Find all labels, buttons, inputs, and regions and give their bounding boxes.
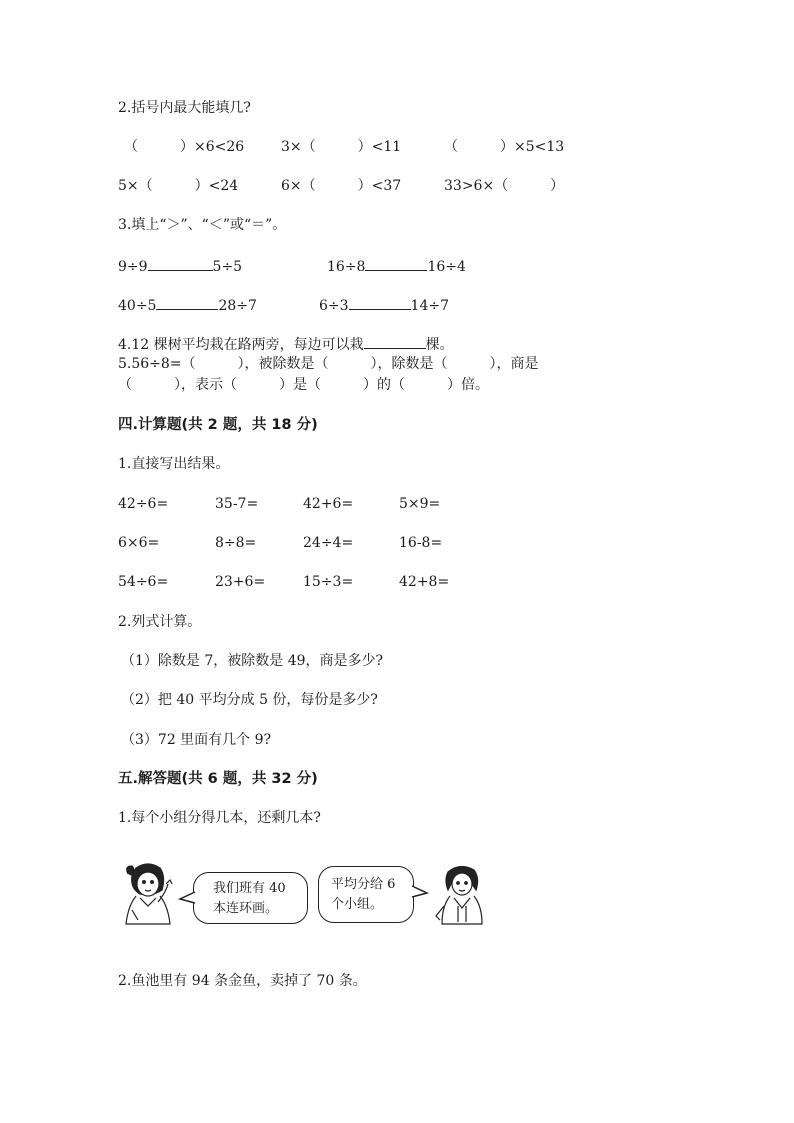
bubble-tail-left: [178, 890, 198, 906]
section-5-heading: 五.解答题(共 6 题，共 32 分): [118, 771, 318, 787]
question-5-2-title: 2.鱼池里有 94 条金鱼，卖掉了 70 条。: [118, 973, 367, 989]
question-3-5-line-2: （ ），表示（ ）是（ ）的（ ）倍。: [118, 377, 489, 393]
fill-item: （ ）×6<26: [124, 139, 245, 155]
answer-blank[interactable]: [365, 256, 427, 271]
bubble-text-line: 本连环画。: [213, 901, 279, 916]
speech-bubble-right: [318, 866, 414, 923]
calc-item: 42÷6=: [118, 496, 169, 512]
compare-left: 40÷5: [118, 298, 157, 314]
speech-bubble-left: [193, 872, 308, 924]
girl-figure-right: [432, 862, 490, 928]
question-4-1-title: 1.直接写出结果。: [118, 456, 230, 472]
fill-item: 33>6×（ ）: [444, 178, 565, 194]
bubble-text-line: 个小组。: [331, 897, 384, 912]
compare-item: [327, 256, 466, 276]
calc-item: 42+8=: [399, 574, 450, 590]
compare-right: 28÷7: [218, 298, 257, 314]
question-3-4-unit: 棵。: [425, 337, 454, 353]
calc-item: 54÷6=: [118, 574, 169, 590]
question-3-4: [118, 334, 454, 354]
question-5-1-title: 1.每个小组分得几本，还剩几本?: [118, 810, 321, 826]
answer-blank[interactable]: [349, 295, 411, 310]
question-4-2-title: 2.列式计算。: [118, 614, 202, 630]
list-item: （1）除数是 7，被除数是 49，商是多少?: [121, 653, 384, 669]
calc-item: 24÷4=: [303, 535, 354, 551]
fill-item: （ ）×5<13: [444, 139, 565, 155]
bubble-text-line: 我们班有 40: [213, 881, 286, 896]
question-3-3-title: 3.填上“＞”、“＜”或“＝”。: [118, 217, 287, 233]
compare-right: 5÷5: [212, 259, 243, 275]
calc-item: 15÷3=: [303, 574, 354, 590]
compare-item: [118, 295, 257, 315]
compare-left: 16÷8: [327, 259, 366, 275]
bubble-text-line: 平均分给 6: [331, 877, 396, 892]
list-item: （2）把 40 平均分成 5 份，每份是多少?: [121, 692, 378, 708]
list-item: （3）72 里面有几个 9?: [121, 732, 272, 748]
calc-item: 5×9=: [399, 496, 441, 512]
question-3-2-title: 2.括号内最大能填几?: [118, 100, 251, 116]
answer-blank[interactable]: [364, 334, 426, 349]
calc-item: 16-8=: [399, 535, 443, 551]
calc-item: 35-7=: [215, 496, 259, 512]
fill-item: 3×（ ）<11: [281, 139, 402, 155]
fill-item: 5×（ ）<24: [118, 178, 239, 194]
compare-item: [319, 295, 449, 315]
fill-item: 6×（ ）<37: [281, 178, 402, 194]
compare-right: 16÷4: [427, 259, 466, 275]
calc-item: 6×6=: [118, 535, 160, 551]
compare-left: 9÷9: [118, 259, 148, 275]
calc-item: 42+6=: [303, 496, 354, 512]
calc-item: 23+6=: [215, 574, 266, 590]
compare-item: [118, 256, 242, 276]
answer-blank[interactable]: [148, 256, 213, 271]
girl-figure-left: [118, 862, 180, 930]
section-4-heading: 四.计算题(共 2 题，共 18 分): [118, 417, 318, 433]
compare-left: 6÷3: [319, 298, 349, 314]
question-3-4-text: 4.12 棵树平均栽在路两旁，每边可以栽: [118, 337, 364, 353]
question-3-5-line-1: 5.56÷8=（ ），被除数是（ ），除数是（ ），商是: [118, 356, 539, 372]
calc-item: 8÷8=: [215, 535, 257, 551]
compare-right: 14÷7: [410, 298, 449, 314]
answer-blank[interactable]: [156, 295, 218, 310]
bubble-tail-right: [409, 884, 429, 900]
